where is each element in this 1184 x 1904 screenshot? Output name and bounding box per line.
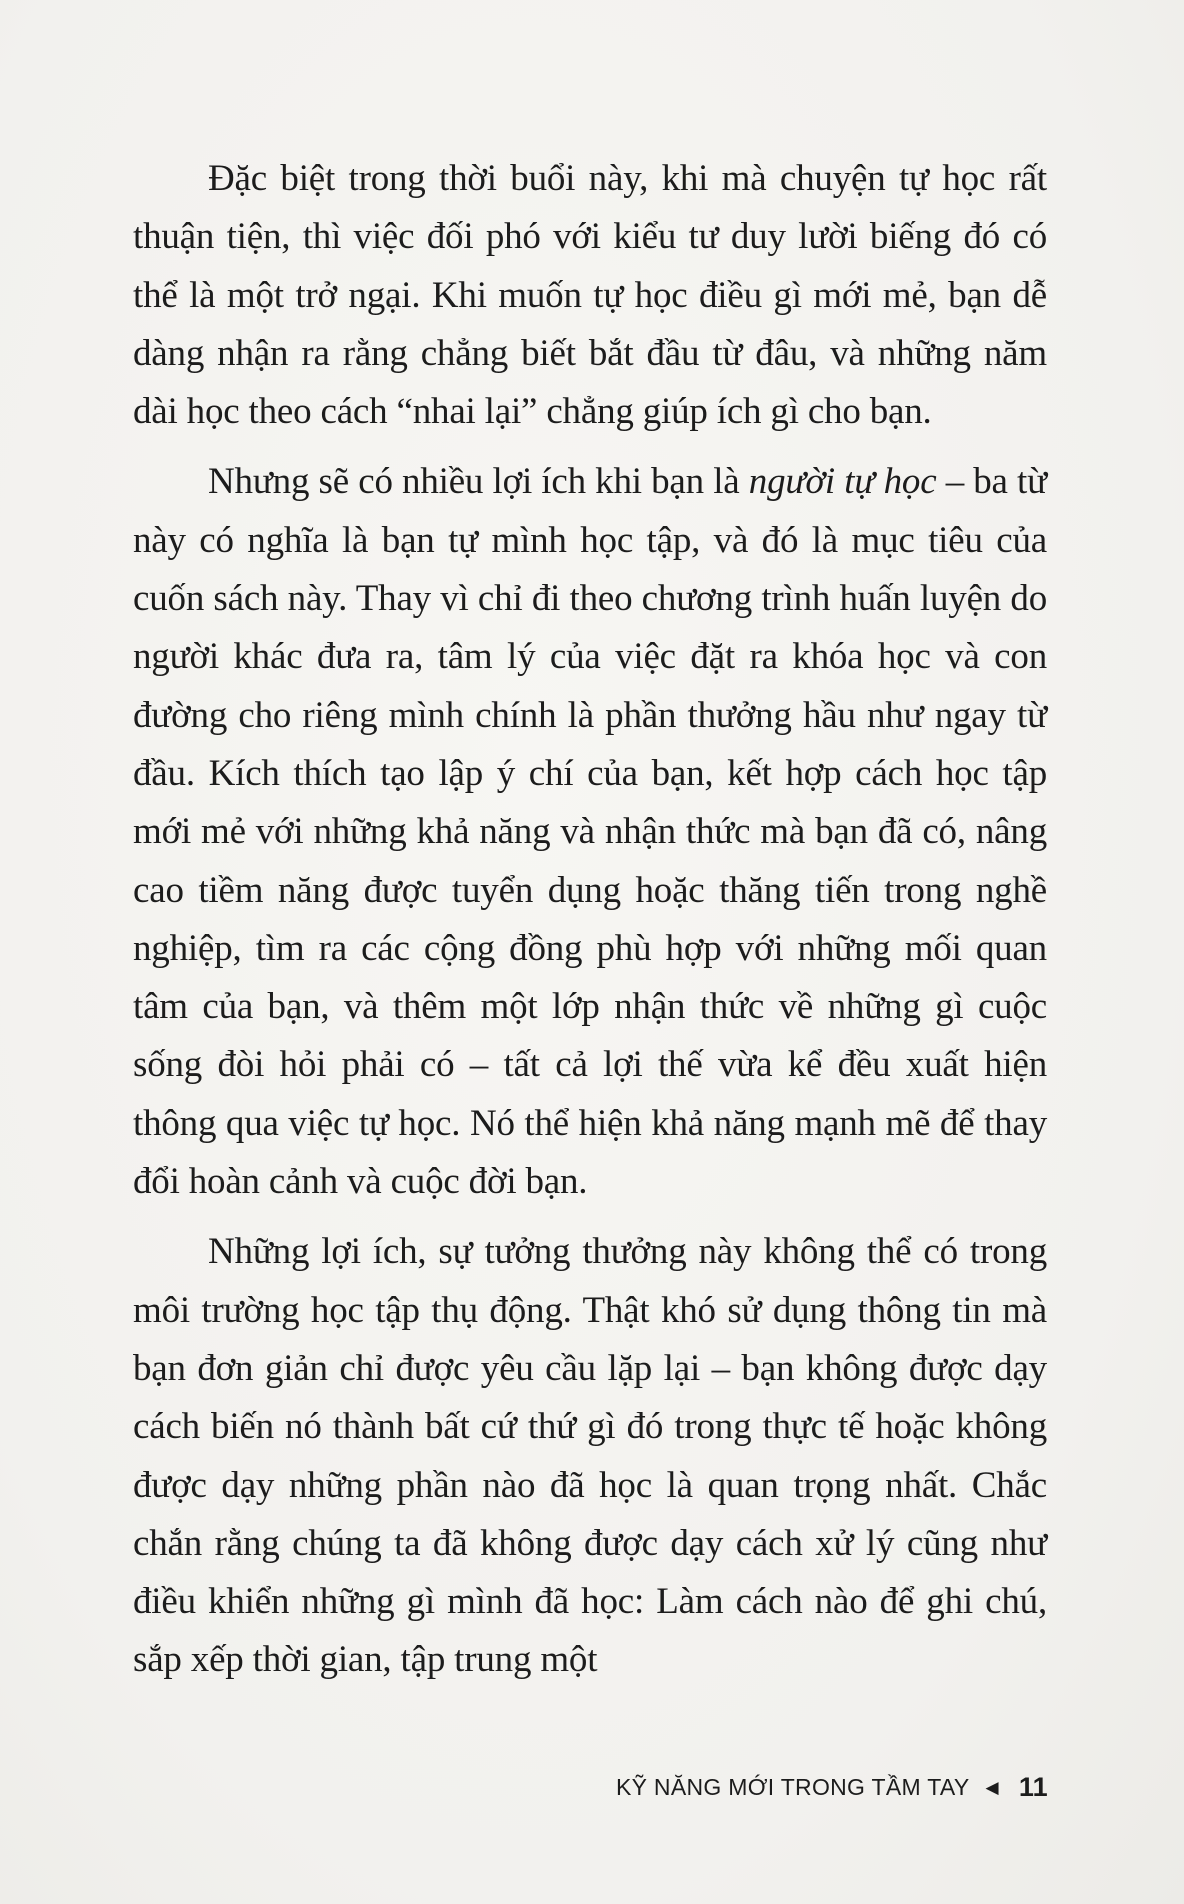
- emphasis-self-learner: người tự học: [748, 461, 937, 503]
- running-title: KỸ NĂNG MỚI TRONG TẦM TAY: [615, 1774, 970, 1800]
- page-number: 11: [1018, 1772, 1048, 1802]
- paragraph-2-rest: – ba từ này có nghĩa là bạn tự mình học tập, và đó là mục tiêu của cuốn sách này. Thay vì chỉ đi theo chương trình huấn luyện do người khác đưa ra, tâm lý của việc đặt ra khóa học và con đường cho riêng mình chính là phần thưởng hầu như ngay từ đầu. Kích thích tạo lập ý chí của bạn, kết hợp cách học tập mới mẻ với những khả năng và nhận thức mà bạn đã có, nâng cao tiềm năng được tuyển dụng hoặc thăng tiến trong nghề nghiệp, tìm ra các cộng đồng phù hợp với những mối quan tâm của bạn, và thêm một lớp nhận thức về những gì cuộc sống đòi hỏi phải có – tất cả lợi thế vừa kể đều xuất hiện thông qua việc tự học. Nó thể hiện khả năng mạnh mẽ để thay đổi hoàn cảnh và cuộc đời bạn.: [133, 461, 1047, 1203]
- paragraph-3: Những lợi ích, sự tưởng thưởng này không thể có trong môi trường học tập thụ động. Thật khó sử dụng thông tin mà bạn đơn giản chỉ được yêu cầu lặp lại – bạn không được dạy cách biến nó thành bất cứ thứ gì đó trong thực tế hoặc không được dạy những phần nào đã học là quan trọng nhất. Chắc chắn rằng chúng ta đã không được dạy cách xử lý cũng như điều khiển những gì mình đã học: Làm cách nào để ghi chú, sắp xếp thời gian, tập trung một: [133, 1231, 1047, 1681]
- left-pointing-triangle-icon: ◀: [985, 1778, 999, 1797]
- body-text: [133, 150, 1047, 1690]
- paragraph-2: [133, 453, 1047, 1211]
- page-footer: [616, 1772, 1048, 1803]
- paragraph-1: Đặc biệt trong thời buổi này, khi mà chuyện tự học rất thuận tiện, thì việc đối phó với kiểu tư duy lười biếng đó có thể là một trở ngại. Khi muốn tự học điều gì mới mẻ, bạn dễ dàng nhận ra rằng chẳng biết bắt đầu từ đâu, và những năm dài học theo cách “nhai lại” chẳng giúp ích gì cho bạn.: [133, 158, 1047, 433]
- paragraph-2-lead: Nhưng sẽ có nhiều lợi ích khi bạn là: [208, 461, 749, 503]
